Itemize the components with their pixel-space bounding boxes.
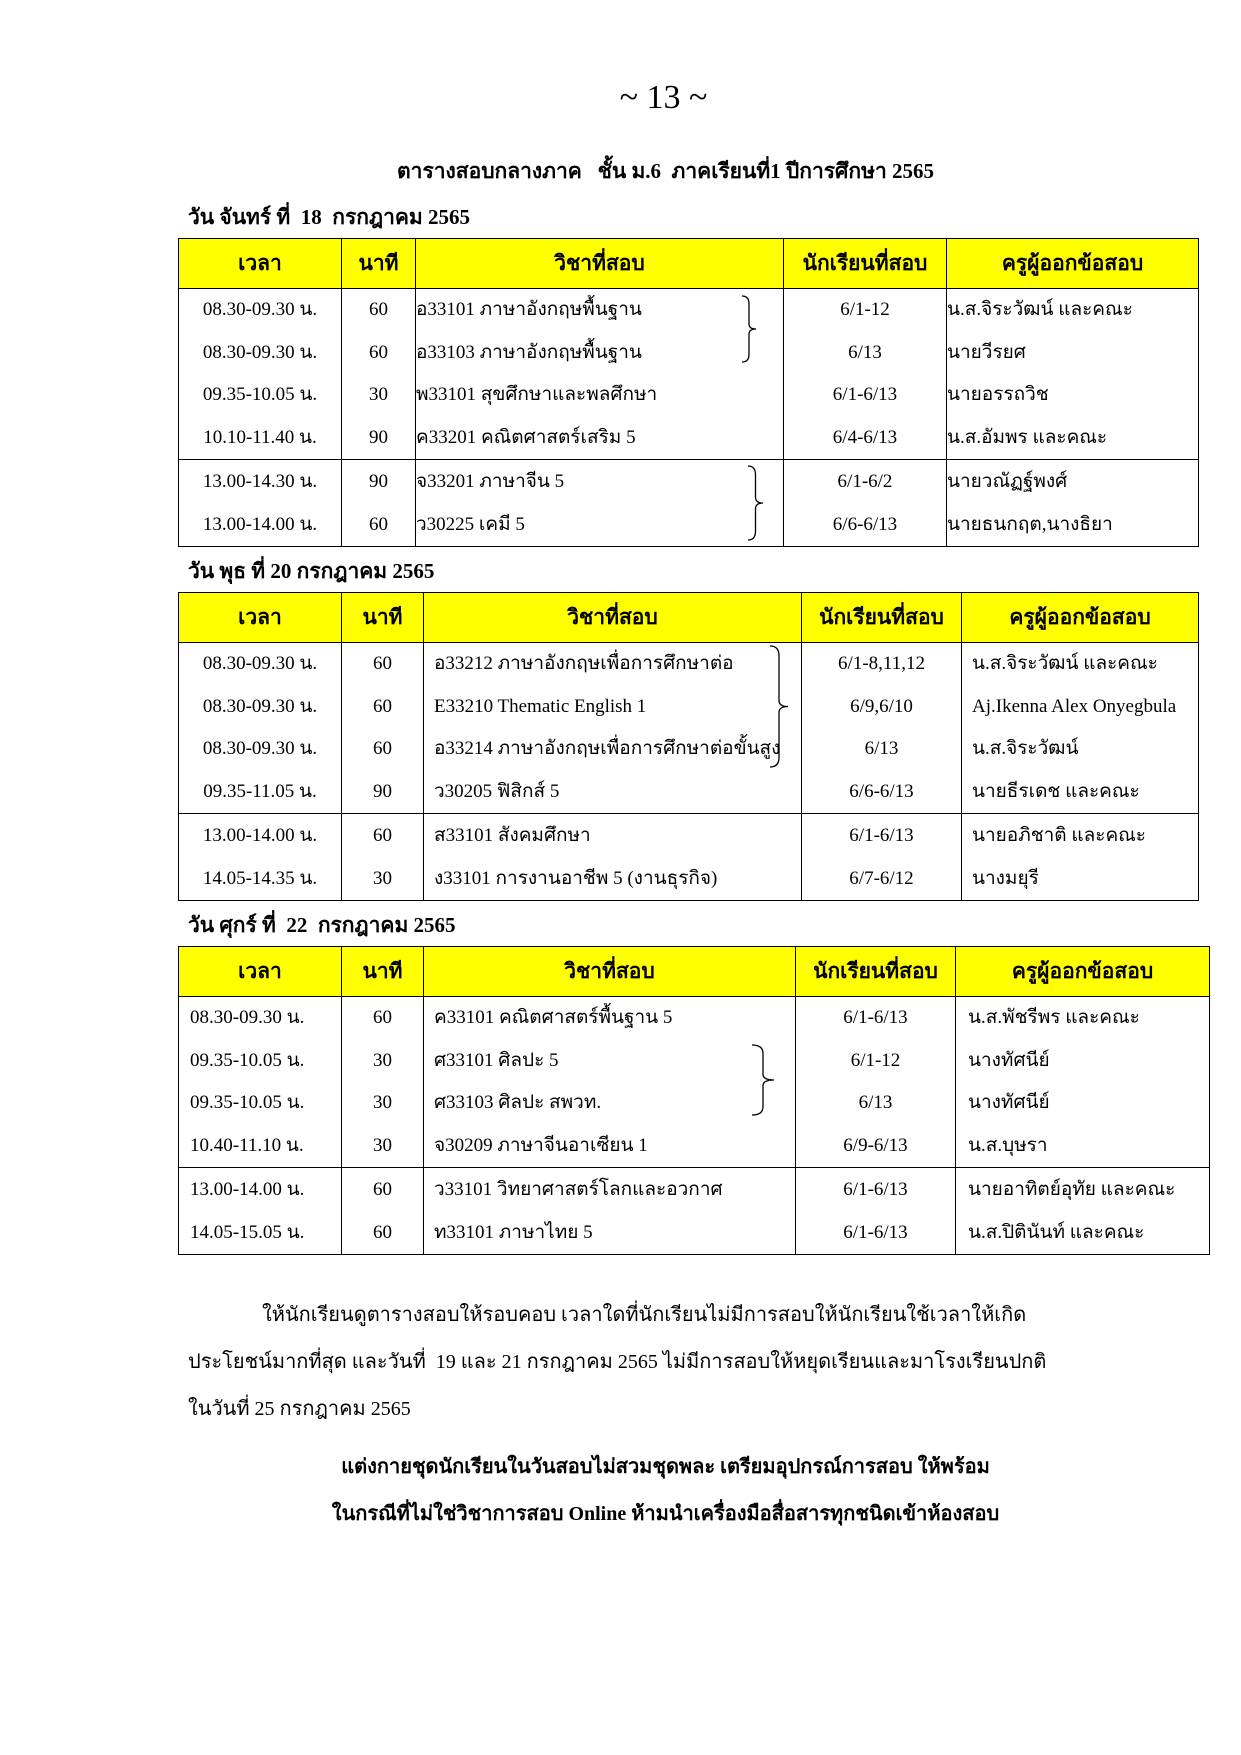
table-row bbox=[179, 417, 1199, 460]
subject-cell: ค33201 คณิตศาสตร์เสริม 5 bbox=[416, 417, 784, 460]
time-cell: 14.05-15.05 น. bbox=[179, 1211, 342, 1255]
minutes-cell: 60 bbox=[342, 1211, 424, 1255]
subject-cell: E33210 Thematic English 1 bbox=[424, 686, 802, 729]
table-row bbox=[179, 686, 1199, 729]
subject-cell: อ33101 ภาษาอังกฤษพื้นฐาน bbox=[416, 289, 784, 332]
students-cell: 6/1-6/13 bbox=[796, 1211, 956, 1255]
subject-cell: ท33101 ภาษาไทย 5 bbox=[424, 1211, 796, 1255]
header-teacher: ครูผู้ออกข้อสอบ bbox=[956, 947, 1210, 997]
table-row bbox=[179, 460, 1199, 504]
time-cell: 13.00-14.00 น. bbox=[179, 503, 342, 547]
teacher-cell: Aj.Ikenna Alex Onyegbula bbox=[962, 686, 1199, 729]
header-subject: วิชาที่สอบ bbox=[424, 947, 796, 997]
students-cell: 6/13 bbox=[784, 332, 947, 375]
time-cell: 08.30-09.30 น. bbox=[179, 289, 342, 332]
header-row bbox=[179, 947, 1210, 997]
minutes-cell: 30 bbox=[342, 1040, 424, 1083]
table-header bbox=[179, 593, 1199, 643]
brace-icon bbox=[748, 466, 763, 540]
brace-icon bbox=[752, 1045, 774, 1115]
header-time: เวลา bbox=[179, 593, 342, 643]
minutes-cell: 30 bbox=[342, 1125, 424, 1168]
subject-cell: ว33101 วิทยาศาสตร์โลกและอวกาศ bbox=[424, 1168, 796, 1212]
notice-text: ให้นักเรียนดูตารางสอบให้รอบคอบ เวลาใดที่นักเรียนไม่มีการสอบให้นักเรียนใช้เวลาให้เกิด bbox=[262, 1304, 1027, 1326]
table-row bbox=[179, 814, 1199, 858]
teacher-cell: นายอรรถวิช bbox=[947, 374, 1199, 417]
time-cell: 13.00-14.00 น. bbox=[179, 1168, 342, 1212]
time-cell: 09.35-10.05 น. bbox=[179, 374, 342, 417]
time-cell: 13.00-14.30 น. bbox=[179, 460, 342, 504]
time-cell: 08.30-09.30 น. bbox=[179, 332, 342, 375]
table-row bbox=[179, 1125, 1210, 1168]
header-subject: วิชาที่สอบ bbox=[424, 593, 802, 643]
students-cell: 6/1-6/13 bbox=[802, 814, 962, 858]
table-body bbox=[179, 289, 1199, 547]
subject-cell: จ30209 ภาษาจีนอาเซียน 1 bbox=[424, 1125, 796, 1168]
students-cell: 6/9-6/13 bbox=[796, 1125, 956, 1168]
teacher-cell: นางทัศนีย์ bbox=[956, 1082, 1210, 1125]
header-students: นักเรียนที่สอบ bbox=[796, 947, 956, 997]
teacher-cell: นายอภิชาติ และคณะ bbox=[962, 814, 1199, 858]
students-cell: 6/4-6/13 bbox=[784, 417, 947, 460]
subject-cell: พ33101 สุขศึกษาและพลศึกษา bbox=[416, 374, 784, 417]
time-cell: 13.00-14.00 น. bbox=[179, 814, 342, 858]
table-row bbox=[179, 1168, 1210, 1212]
subject-cell: ศ33103 ศิลปะ สพวท. bbox=[424, 1082, 796, 1125]
time-cell: 08.30-09.30 น. bbox=[179, 997, 342, 1040]
table-row bbox=[179, 289, 1199, 332]
teacher-cell: น.ส.จิระวัฒน์ และคณะ bbox=[947, 289, 1199, 332]
header-teacher: ครูผู้ออกข้อสอบ bbox=[947, 239, 1199, 289]
minutes-cell: 60 bbox=[342, 643, 424, 686]
teacher-cell: น.ส.จิระวัฒน์ bbox=[962, 728, 1199, 771]
students-cell: 6/1-6/13 bbox=[796, 997, 956, 1040]
day-heading-friday: วัน ศุกร์ ที่ 22 กรกฎาคม 2565 bbox=[188, 913, 456, 937]
page-title: ตารางสอบกลางภาค ชั้น ม.6 ภาคเรียนที่1 ปีการศึกษา 2565 bbox=[397, 159, 934, 183]
minutes-cell: 60 bbox=[342, 997, 424, 1040]
minutes-cell: 60 bbox=[342, 686, 424, 729]
subject-cell: ค33101 คณิตศาสตร์พื้นฐาน 5 bbox=[424, 997, 796, 1040]
teacher-cell: นายธนกฤต,นางธิยา bbox=[947, 503, 1199, 547]
header-row bbox=[179, 593, 1199, 643]
table-header bbox=[179, 239, 1199, 289]
header-students: นักเรียนที่สอบ bbox=[784, 239, 947, 289]
header-minutes: นาที bbox=[342, 947, 424, 997]
header-time: เวลา bbox=[179, 947, 342, 997]
students-cell: 6/1-6/2 bbox=[784, 460, 947, 504]
brace-icon bbox=[742, 296, 756, 362]
exam-table-friday bbox=[178, 946, 1210, 1255]
teacher-cell: นายอาทิตย์อุทัย และคณะ bbox=[956, 1168, 1210, 1212]
rule-text: ในกรณีที่ไม่ใช่วิชาการสอบ Online ห้ามนำเครื่องมือสื่อสารทุกชนิดเข้าห้องสอบ bbox=[331, 1503, 1000, 1525]
time-cell: 10.10-11.40 น. bbox=[179, 417, 342, 460]
table-row bbox=[179, 643, 1199, 686]
teacher-cell: นายวีรยศ bbox=[947, 332, 1199, 375]
minutes-cell: 90 bbox=[342, 460, 416, 504]
students-cell: 6/13 bbox=[802, 728, 962, 771]
notice-text: ประโยชน์มากที่สุด และวันที่ 19 และ 21 กรกฎาคม 2565 ไม่มีการสอบให้หยุดเรียนและมาโรงเรียนปกติ bbox=[188, 1351, 1047, 1373]
students-cell: 6/6-6/13 bbox=[802, 771, 962, 814]
subject-cell: ศ33101 ศิลปะ 5 bbox=[424, 1040, 796, 1083]
minutes-cell: 90 bbox=[342, 417, 416, 460]
time-cell: 09.35-10.05 น. bbox=[179, 1082, 342, 1125]
subject-cell: อ33214 ภาษาอังกฤษเพื่อการศึกษาต่อขั้นสูง bbox=[424, 728, 802, 771]
header-subject: วิชาที่สอบ bbox=[416, 239, 784, 289]
subject-cell: อ33103 ภาษาอังกฤษพื้นฐาน bbox=[416, 332, 784, 375]
table-body bbox=[179, 643, 1199, 901]
header-teacher: ครูผู้ออกข้อสอบ bbox=[962, 593, 1199, 643]
header-students: นักเรียนที่สอบ bbox=[802, 593, 962, 643]
minutes-cell: 60 bbox=[342, 814, 424, 858]
minutes-cell: 60 bbox=[342, 728, 424, 771]
teacher-cell: นายธีรเดช และคณะ bbox=[962, 771, 1199, 814]
subject-cell: ส33101 สังคมศึกษา bbox=[424, 814, 802, 858]
day-heading-monday: วัน จันทร์ ที่ 18 กรกฎาคม 2565 bbox=[188, 205, 471, 229]
students-cell: 6/1-6/13 bbox=[796, 1168, 956, 1212]
table-body bbox=[179, 997, 1210, 1255]
students-cell: 6/1-12 bbox=[784, 289, 947, 332]
students-cell: 6/1-6/13 bbox=[784, 374, 947, 417]
time-cell: 08.30-09.30 น. bbox=[179, 686, 342, 729]
time-cell: 08.30-09.30 น. bbox=[179, 643, 342, 686]
rule-text: แต่งกายชุดนักเรียนในวันสอบไม่สวมชุดพละ เตรียมอุปกรณ์การสอบ ให้พร้อม bbox=[341, 1456, 990, 1478]
table-row bbox=[179, 1211, 1210, 1255]
table-row bbox=[179, 1040, 1210, 1083]
minutes-cell: 30 bbox=[342, 857, 424, 901]
minutes-cell: 60 bbox=[342, 289, 416, 332]
header-row bbox=[179, 239, 1199, 289]
table-row bbox=[179, 1082, 1210, 1125]
exam-table-monday bbox=[178, 238, 1199, 547]
table-row bbox=[179, 997, 1210, 1040]
minutes-cell: 60 bbox=[342, 332, 416, 375]
minutes-cell: 60 bbox=[342, 1168, 424, 1212]
header-minutes: นาที bbox=[342, 593, 424, 643]
header-minutes: นาที bbox=[342, 239, 416, 289]
teacher-cell: นางมยุรี bbox=[962, 857, 1199, 901]
students-cell: 6/13 bbox=[796, 1082, 956, 1125]
students-cell: 6/6-6/13 bbox=[784, 503, 947, 547]
time-cell: 09.35-10.05 น. bbox=[179, 1040, 342, 1083]
students-cell: 6/7-6/12 bbox=[802, 857, 962, 901]
header-time: เวลา bbox=[179, 239, 342, 289]
teacher-cell: นางทัศนีย์ bbox=[956, 1040, 1210, 1083]
exam-table-wednesday bbox=[178, 592, 1199, 901]
table-row bbox=[179, 728, 1199, 771]
table-row bbox=[179, 503, 1199, 547]
teacher-cell: นายวณัฏฐ์พงศ์ bbox=[947, 460, 1199, 504]
subject-cell: จ33201 ภาษาจีน 5 bbox=[416, 460, 784, 504]
subject-cell: ง33101 การงานอาชีพ 5 (งานธุรกิจ) bbox=[424, 857, 802, 901]
time-cell: 09.35-11.05 น. bbox=[179, 771, 342, 814]
notice-text: ในวันที่ 25 กรกฎาคม 2565 bbox=[188, 1398, 411, 1420]
day-heading-wednesday: วัน พุธ ที่ 20 กรกฎาคม 2565 bbox=[188, 559, 435, 583]
teacher-cell: น.ส.พัชรีพร และคณะ bbox=[956, 997, 1210, 1040]
table-row bbox=[179, 332, 1199, 375]
minutes-cell: 30 bbox=[342, 1082, 424, 1125]
teacher-cell: น.ส.บุษรา bbox=[956, 1125, 1210, 1168]
minutes-cell: 30 bbox=[342, 374, 416, 417]
minutes-cell: 90 bbox=[342, 771, 424, 814]
teacher-cell: น.ส.จิระวัฒน์ และคณะ bbox=[962, 643, 1199, 686]
time-cell: 14.05-14.35 น. bbox=[179, 857, 342, 901]
teacher-cell: น.ส.อัมพร และคณะ bbox=[947, 417, 1199, 460]
page-number: ~ 13 ~ bbox=[619, 79, 708, 116]
table-header bbox=[179, 947, 1210, 997]
teacher-cell: น.ส.ปิตินันท์ และคณะ bbox=[956, 1211, 1210, 1255]
time-cell: 10.40-11.10 น. bbox=[179, 1125, 342, 1168]
brace-icon bbox=[770, 646, 788, 767]
table-row bbox=[179, 374, 1199, 417]
table-row bbox=[179, 771, 1199, 814]
subject-cell: ว30205 ฟิสิกส์ 5 bbox=[424, 771, 802, 814]
time-cell: 08.30-09.30 น. bbox=[179, 728, 342, 771]
subject-cell: ว30225 เคมี 5 bbox=[416, 503, 784, 547]
students-cell: 6/9,6/10 bbox=[802, 686, 962, 729]
students-cell: 6/1-12 bbox=[796, 1040, 956, 1083]
minutes-cell: 60 bbox=[342, 503, 416, 547]
subject-cell: อ33212 ภาษาอังกฤษเพื่อการศึกษาต่อ bbox=[424, 643, 802, 686]
table-row bbox=[179, 857, 1199, 901]
students-cell: 6/1-8,11,12 bbox=[802, 643, 962, 686]
